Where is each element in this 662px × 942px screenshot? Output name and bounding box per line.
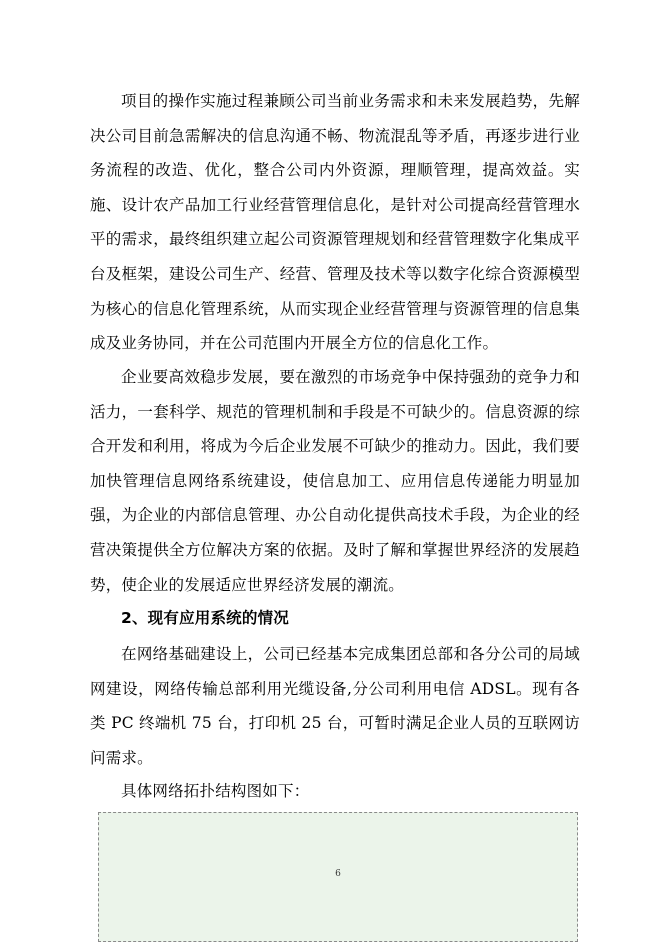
- diagram-caption: [90, 774, 580, 809]
- network-topology-diagram-placeholder: [98, 812, 578, 942]
- section-heading: [90, 601, 580, 636]
- paragraph-enterprise-development: [90, 360, 580, 602]
- diagram-caption-text: 具体网络拓扑结构图如下：: [121, 782, 310, 800]
- paragraph-text: 企业要高效稳步发展，要在激烈的市场竞争中保持强劲的竞争力和活力，一套科学、规范的管理机制和手段是不可缺少的。信息资源的综合开发和利用，将成为今后企业发展不可缺少的推动力。因此，我们要加快管理信息网络系统建设，使信息加工、应用信息传递能力明显加强，为企业的内部信息管理、办公自动化提供高技术手段，为企业的经营决策提供全方位解决方案的依据。及时了解和掌握世界经济的发展趋势，使企业的发展适应世界经济发展的潮流。: [90, 368, 580, 594]
- paragraph-network-infrastructure: [90, 637, 580, 775]
- paragraph-text: 项目的操作实施过程兼顾公司当前业务需求和未来发展趋势，先解决公司目前急需解决的信息沟通不畅、物流混乱等矛盾，再逐步进行业务流程的改造、优化，整合公司内外资源，理顺管理，提高效益。实施、设计农产品加工行业经营管理信息化，是针对公司提高经营管理水平的需求，最终组织建立起公司资源管理规划和经营管理数字化集成平台及框架，建设公司生产、经营、管理及技术等以数字化综合资源模型为核心的信息化管理系统，从而实现企业经营管理与资源管理的信息集成及业务协同，并在公司范围内开展全方位的信息化工作。: [90, 92, 580, 353]
- paragraph-text: 在网络基础建设上，公司已经基本完成集团总部和各分公司的局域网建设，网络传输总部利用光缆设备,分公司利用电信 ADSL。现有各类 PC 终端机 75 台，打印机 25 台，可暂时满足企业人员的互联网访问需求。: [90, 645, 580, 767]
- page-number: 6: [335, 869, 341, 879]
- section-heading-text: 2、现有应用系统的情况: [121, 609, 289, 627]
- paragraph-project-implementation: [90, 84, 580, 361]
